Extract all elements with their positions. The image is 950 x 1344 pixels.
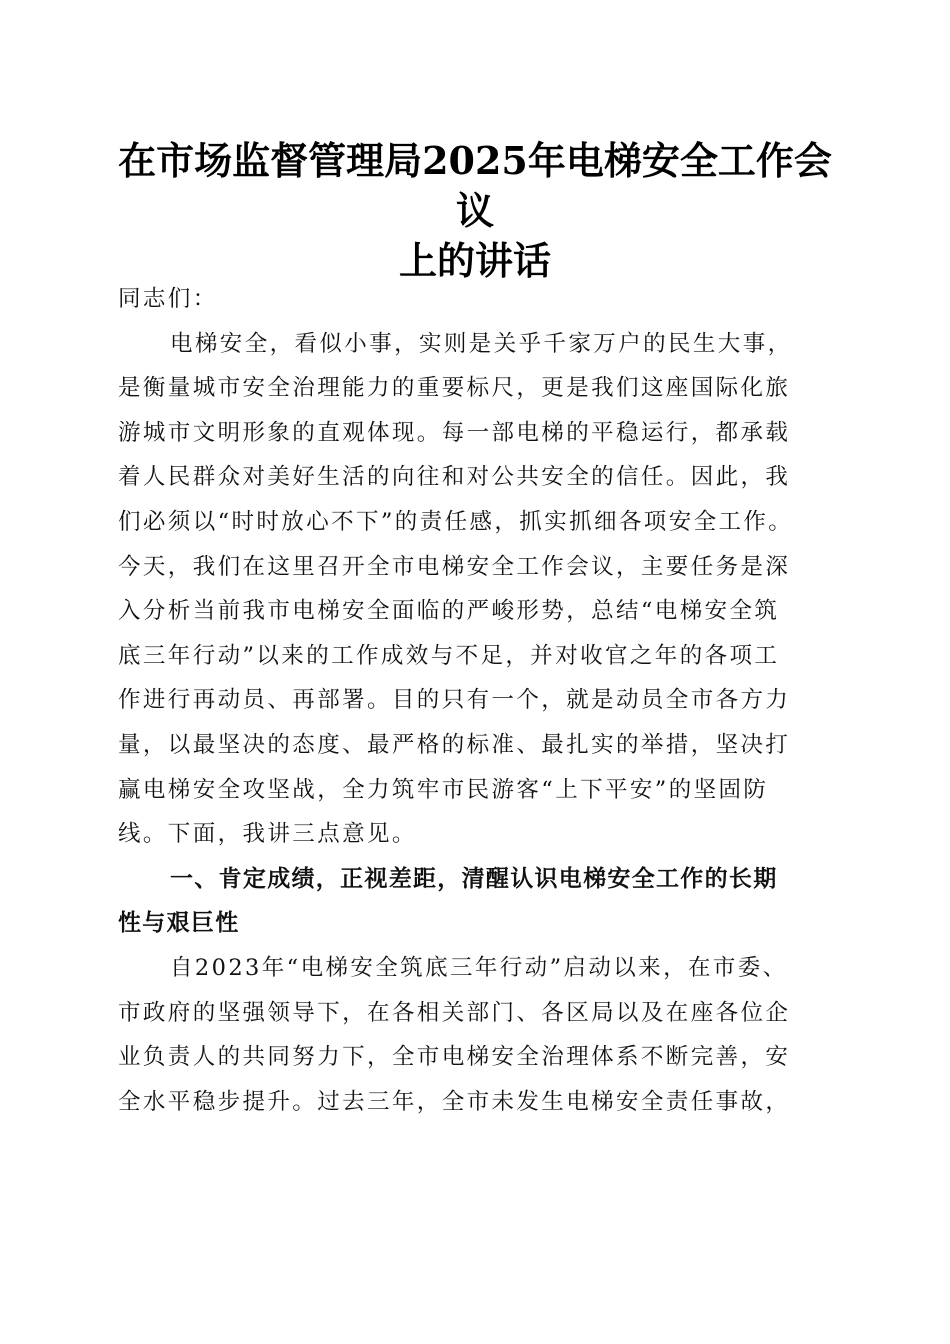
document-body: [118, 277, 834, 1124]
paragraph-line: 着人民群众对美好生活的向往和对公共安全的信任。因此，我: [118, 464, 791, 491]
paragraph-line: 们必须以“时时放心不下”的责任感，抓实抓细各项安全工作。: [118, 508, 794, 535]
title-line: 在市场监督管理局2025年电梯安全工作会议: [118, 138, 832, 233]
paragraph-line: 业负责人的共同努力下，全市电梯安全治理体系不断完善，安: [118, 1044, 791, 1071]
paragraph-line: 量，以最坚决的态度、最严格的标准、最扎实的举措，坚决打: [118, 731, 791, 758]
title-line: 上的讲话: [398, 238, 551, 283]
salutation: 同志们：: [118, 286, 218, 312]
section-heading-line: 性与艰巨性: [118, 910, 240, 937]
paragraph-line: 市政府的坚强领导下，在各相关部门、各区局以及在座各位企: [118, 999, 791, 1026]
paragraph-line: 作进行再动员、再部署。目的只有一个，就是动员全市各方力: [118, 687, 791, 714]
paragraph-line: 线。下面，我讲三点意见。: [118, 821, 417, 848]
paragraph-line: 入分析当前我市电梯安全面临的严峻形势，总结“电梯安全筑: [118, 598, 780, 625]
paragraph-line: 游城市文明形象的直观体现。每一部电梯的平稳运行，都承载: [118, 419, 791, 446]
paragraph-line: 今天，我们在这里召开全市电梯安全工作会议，主要任务是深: [118, 553, 791, 580]
section-heading-line: 一、肯定成绩，正视差距，清醒认识电梯安全工作的长期: [170, 865, 778, 892]
paragraph-line: 赢电梯安全攻坚战，全力筑牢市民游客“上下平安”的坚固防: [118, 776, 769, 803]
paragraph-line: 电梯安全，看似小事，实则是关乎千家万户的民生大事，: [170, 330, 793, 357]
paragraph-line: 是衡量城市安全治理能力的重要标尺，更是我们这座国际化旅: [118, 375, 791, 402]
paragraph-line: 自2023年“电梯安全筑底三年行动”启动以来，在市委、: [170, 954, 788, 981]
paragraph-line: 底三年行动”以来的工作成效与不足，并对收官之年的各项工: [118, 642, 780, 669]
paragraph-line: 全水平稳步提升。过去三年，全市未发生电梯安全责任事故，: [118, 1088, 791, 1115]
document-title: [100, 136, 850, 286]
